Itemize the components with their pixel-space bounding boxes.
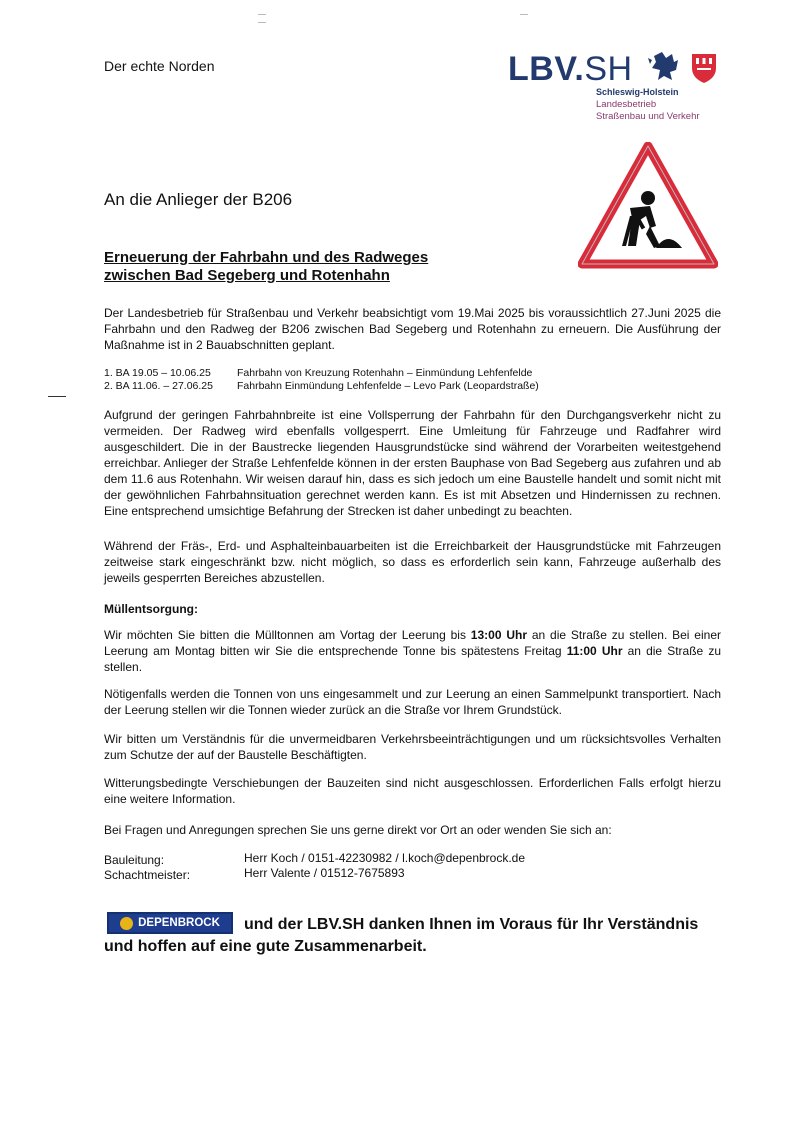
contact-details-foreman: Herr Valente / 01512-7675893: [244, 866, 405, 880]
lbv-logo-text: [508, 50, 633, 89]
depenbrock-logo-icon: [120, 917, 133, 930]
scan-mark: [258, 14, 266, 15]
weather-paragraph: Witterungsbedingte Verschiebungen der Bauzeiten sind nicht ausgeschlossen. Erforderlichen Falls erfolgt hierzu eine weitere Information.: [104, 776, 721, 806]
closing-statement: und der LBV.SH danken Ihnen im Voraus für Ihr Verständnis und hoffen auf eine gute Zusammenarbeit.: [104, 916, 699, 955]
contact-role-foreman: Schachtmeister:: [104, 868, 191, 882]
letter-heading: [104, 249, 428, 285]
access-paragraph: Während der Fräs-, Erd- und Asphalteinbauarbeiten ist die Erreichbarkeit der Hausgrundstücke mit Fahrzeugen zeitweise stark eingeschränkt bzw. nicht möglich, so dass es erforderlich sein kann, Fahrzeuge außerhalb des jeweils gesperrten Bereiches abzustellen.: [104, 539, 721, 585]
contact-role-site-manager: Bauleitung:: [104, 853, 165, 867]
recipient-line: An die Anlieger der B206: [104, 190, 293, 209]
phase-2-label: 2. BA 11.06. – 27.06.25: [104, 380, 213, 392]
heading-line-2: zwischen Bad Segeberg und Rotenhahn: [104, 267, 390, 284]
logo-suffix: SH: [584, 50, 633, 88]
logo-subtitle-agency: Landesbetrieb: [596, 99, 657, 110]
depenbrock-logo-badge: [107, 912, 233, 934]
construction-warning-sign-icon: [578, 142, 718, 270]
waste-text-post: an die Straße zu stellen.: [104, 644, 722, 674]
waste-time-2: 11:00 Uhr: [566, 644, 623, 658]
contact-details-site-manager: Herr Koch / 0151-42230982 / l.koch@depenbrock.de: [244, 851, 526, 865]
bins-paragraph: Nötigenfalls werden die Tonnen von uns eingesammelt und zur Leerung an einen Sammelpunkt transportiert. Nach der Leerung stellen wir die Tonnen wieder zurück an die Straße vor Ihrem Grundstück.: [104, 687, 721, 717]
phase-1-label: 1. BA 19.05 – 10.06.25: [104, 367, 211, 379]
eagle-coat-of-arms-icon: [648, 50, 718, 84]
waste-text-pre: Wir möchten Sie bitten die Mülltonnen am Vortag der Leerung bis: [104, 628, 471, 642]
logo-main: LBV.: [508, 50, 585, 88]
waste-time-1: 13:00 Uhr: [470, 628, 527, 642]
intro-paragraph: Der Landesbetrieb für Straßenbau und Verkehr beabsichtigt vom 19.Mai 2025 bis voraussichtlich 27.Juni 2025 die Fahrbahn und den Radweg der B206 zwischen Bad Segeberg und Rotenhahn zu erneuern. Die Ausführung der Maßnahme ist in 2 Bauabschnitten geplant.: [104, 306, 721, 352]
waste-section-title: Müllentsorgung:: [104, 602, 198, 616]
slogan: Der echte Norden: [104, 58, 215, 74]
logo-subtitle-state: Schleswig-Holstein: [596, 87, 679, 97]
understanding-paragraph: Wir bitten um Verständnis für die unvermeidbaren Verkehrsbeeinträchtigungen und um rücksichtsvolles Verhalten zum Schutze der auf der Baustelle Beschäftigten.: [104, 732, 721, 762]
questions-paragraph: Bei Fragen und Anregungen sprechen Sie uns gerne direkt vor Ort an oder wenden Sie sich an:: [104, 823, 612, 837]
phase-2-text: Fahrbahn Einmündung Lehfenfelde – Levo Park (Leopardstraße): [237, 380, 539, 392]
depenbrock-badge-label: DEPENBROCK: [138, 917, 220, 929]
scan-mark: [258, 22, 266, 23]
waste-text-mid: an die Straße zu stellen. Bei einer Leerung am Montag bitten wir Sie die entsprechende Tonne bis spätestens Freitag: [104, 628, 721, 658]
heading-line-1: Erneuerung der Fahrbahn und des Radweges: [104, 249, 429, 266]
waste-paragraph: [104, 627, 721, 675]
phase-1-text: Fahrbahn von Kreuzung Rotenhahn – Einmündung Lehfenfelde: [237, 367, 533, 379]
logo-subtitle-department: Straßenbau und Verkehr: [596, 111, 700, 122]
scan-mark: [520, 14, 528, 15]
margin-mark: [48, 396, 66, 397]
closure-paragraph: Aufgrund der geringen Fahrbahnbreite ist eine Vollsperrung der Fahrbahn für den Durchgangsverkehr nicht zu vermeiden. Der Radweg wird ebenfalls vollgesperrt. Eine Umleitung für Fahrzeuge und Radfahrer wird ausgeschildert. Die in der Baustrecke liegenden Hausgrundstücke sind während der Vorarbeiten weitestgehend erreichbar. Anlieger der Straße Lehfenfelde können in der ersten Bauphase von Bad Segeberg aus zufahren und ab dem 11.6 aus Rotenhahn. Wir weisen darauf hin, dass es sich jedoch um eine Baustelle handelt und somit nicht mit der gewöhnlichen Fahrbahnsituation gerechnet werden kann. Es ist mit Absetzen und Hindernissen zu rechnen. Eine entsprechend umsichtige Befahrung der Strecken ist daher unbedingt zu beachten.: [104, 408, 721, 518]
